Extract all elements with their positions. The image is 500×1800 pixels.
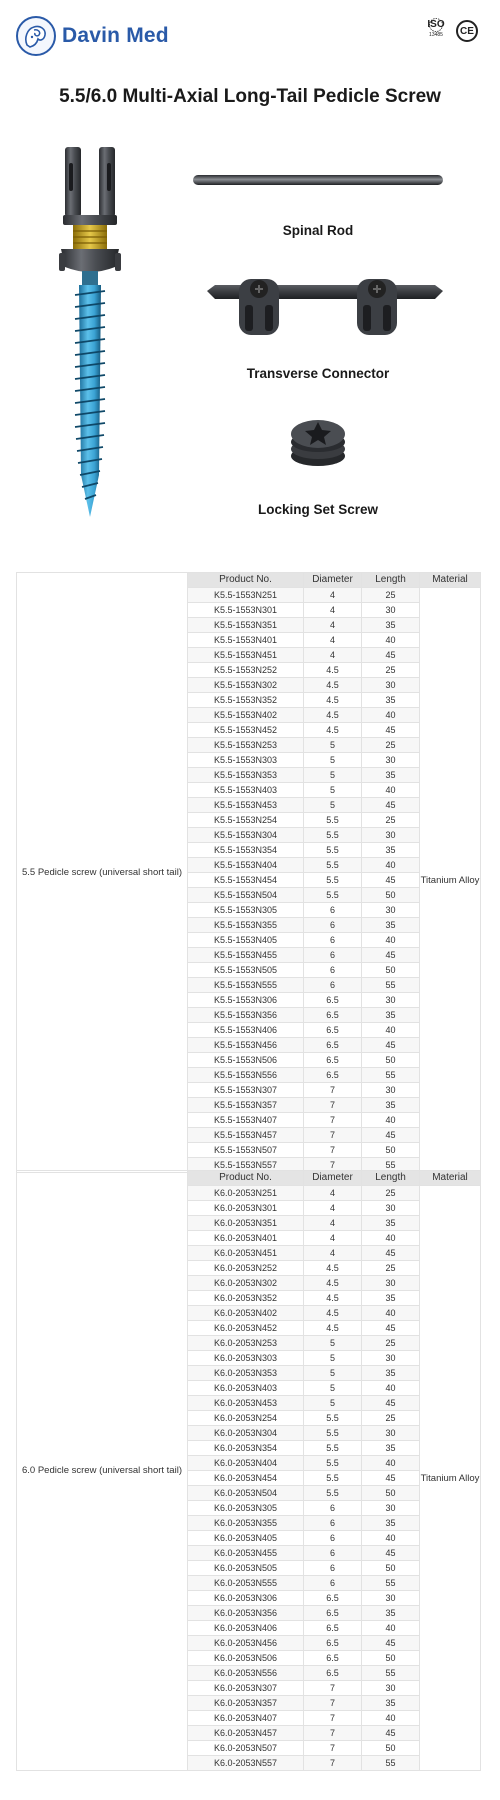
length-cell: 45 [362, 1321, 420, 1336]
ce-text: CE [460, 25, 474, 37]
length-cell: 45 [362, 1128, 420, 1143]
length-cell: 55 [362, 1158, 420, 1173]
locking-set-screw-caption: Locking Set Screw [257, 502, 379, 517]
product-no-cell: K5.5-1553N252 [188, 663, 304, 678]
length-cell: 25 [362, 588, 420, 603]
length-cell: 40 [362, 1381, 420, 1396]
product-no-cell: K6.0-2053N351 [188, 1216, 304, 1231]
length-cell: 35 [362, 918, 420, 933]
diameter-cell: 7 [304, 1158, 362, 1173]
product-no-cell: K6.0-2053N504 [188, 1486, 304, 1501]
product-no-cell: K5.5-1553N452 [188, 723, 304, 738]
length-cell: 30 [362, 678, 420, 693]
diameter-cell: 6 [304, 918, 362, 933]
diameter-cell: 7 [304, 1098, 362, 1113]
product-no-cell: K5.5-1553N406 [188, 1023, 304, 1038]
length-cell: 30 [362, 1351, 420, 1366]
material-header: Material [420, 1171, 481, 1186]
product-no-cell: K6.0-2053N451 [188, 1246, 304, 1261]
diameter-cell: 6 [304, 963, 362, 978]
product-no-cell: K5.5-1553N404 [188, 858, 304, 873]
length-cell: 40 [362, 1711, 420, 1726]
diameter-cell: 4.5 [304, 1261, 362, 1276]
product-no-cell: K5.5-1553N451 [188, 648, 304, 663]
diameter-cell: 6 [304, 1576, 362, 1591]
diameter-cell: 7 [304, 1756, 362, 1771]
diameter-cell: 5 [304, 1336, 362, 1351]
diameter-cell: 4.5 [304, 1306, 362, 1321]
diameter-cell: 5 [304, 1351, 362, 1366]
length-cell: 45 [362, 873, 420, 888]
diameter-cell: 6 [304, 1561, 362, 1576]
length-cell: 35 [362, 1008, 420, 1023]
product-no-cell: K6.0-2053N506 [188, 1651, 304, 1666]
length-cell: 25 [362, 1261, 420, 1276]
diameter-cell: 4 [304, 1216, 362, 1231]
product-no-cell: K5.5-1553N453 [188, 798, 304, 813]
diameter-cell: 5.5 [304, 1426, 362, 1441]
product-no-cell: K6.0-2053N505 [188, 1561, 304, 1576]
spinal-rod-image [193, 172, 443, 188]
product-no-cell: K6.0-2053N401 [188, 1231, 304, 1246]
product-no-cell: K6.0-2053N253 [188, 1336, 304, 1351]
diameter-cell: 5 [304, 738, 362, 753]
material-cell: Titanium Alloy [420, 1186, 481, 1771]
product-no-cell: K6.0-2053N251 [188, 1186, 304, 1201]
product-no-cell: K6.0-2053N403 [188, 1381, 304, 1396]
product-no-cell: K6.0-2053N254 [188, 1411, 304, 1426]
length-cell: 30 [362, 1426, 420, 1441]
table-header-row [17, 1171, 481, 1186]
length-cell: 45 [362, 798, 420, 813]
diameter-cell: 7 [304, 1741, 362, 1756]
product-no-cell: K6.0-2053N302 [188, 1276, 304, 1291]
diameter-cell: 4 [304, 1201, 362, 1216]
product-no-cell: K5.5-1553N353 [188, 768, 304, 783]
product-no-cell: K6.0-2053N456 [188, 1636, 304, 1651]
length-cell: 50 [362, 1053, 420, 1068]
ce-mark-icon [456, 20, 478, 42]
length-cell: 25 [362, 813, 420, 828]
product-no-cell: K5.5-1553N407 [188, 1113, 304, 1128]
product-no-cell: K5.5-1553N405 [188, 933, 304, 948]
diameter-cell: 7 [304, 1083, 362, 1098]
material-header: Material [420, 573, 481, 588]
diameter-cell: 4.5 [304, 663, 362, 678]
length-cell: 35 [362, 1516, 420, 1531]
product-no-cell: K5.5-1553N303 [188, 753, 304, 768]
diameter-cell: 6.5 [304, 1651, 362, 1666]
diameter-cell: 5.5 [304, 1471, 362, 1486]
diameter-cell: 6 [304, 1546, 362, 1561]
product-no-cell: K5.5-1553N505 [188, 963, 304, 978]
product-no-cell: K5.5-1553N557 [188, 1158, 304, 1173]
length-cell: 45 [362, 1396, 420, 1411]
diameter-cell: 5 [304, 798, 362, 813]
diameter-cell: 5.5 [304, 1411, 362, 1426]
diameter-cell: 7 [304, 1711, 362, 1726]
product-no-header: Product No. [188, 1171, 304, 1186]
length-header: Length [362, 1171, 420, 1186]
product-no-cell: K6.0-2053N402 [188, 1306, 304, 1321]
brand-name: Davin Med [62, 24, 169, 47]
diameter-cell: 4.5 [304, 1276, 362, 1291]
product-no-cell: K6.0-2053N353 [188, 1366, 304, 1381]
length-cell: 55 [362, 1756, 420, 1771]
length-cell: 40 [362, 1023, 420, 1038]
length-cell: 25 [362, 1186, 420, 1201]
spec-table-6-0 [16, 1170, 481, 1771]
product-no-cell: K6.0-2053N356 [188, 1606, 304, 1621]
diameter-cell: 5.5 [304, 1441, 362, 1456]
product-no-cell: K5.5-1553N507 [188, 1143, 304, 1158]
length-cell: 55 [362, 1576, 420, 1591]
diameter-cell: 5.5 [304, 828, 362, 843]
product-no-cell: K5.5-1553N504 [188, 888, 304, 903]
diameter-cell: 5.5 [304, 858, 362, 873]
diameter-cell: 4 [304, 618, 362, 633]
product-no-cell: K6.0-2053N555 [188, 1576, 304, 1591]
diameter-cell: 4 [304, 1246, 362, 1261]
diameter-cell: 6.5 [304, 1666, 362, 1681]
length-cell: 50 [362, 963, 420, 978]
group-label: 6.0 Pedicle screw (universal short tail) [17, 1171, 188, 1771]
diameter-cell: 6.5 [304, 1023, 362, 1038]
length-cell: 50 [362, 1741, 420, 1756]
product-no-cell: K6.0-2053N557 [188, 1756, 304, 1771]
product-no-cell: K6.0-2053N455 [188, 1546, 304, 1561]
diameter-cell: 6.5 [304, 1008, 362, 1023]
product-no-cell: K5.5-1553N403 [188, 783, 304, 798]
length-cell: 25 [362, 1411, 420, 1426]
diameter-cell: 6.5 [304, 1621, 362, 1636]
length-cell: 50 [362, 1561, 420, 1576]
diameter-cell: 5.5 [304, 873, 362, 888]
diameter-header: Diameter [304, 573, 362, 588]
diameter-cell: 4 [304, 648, 362, 663]
iso-certification-icon [424, 18, 448, 44]
product-no-cell: K6.0-2053N507 [188, 1741, 304, 1756]
product-no-cell: K6.0-2053N457 [188, 1726, 304, 1741]
length-cell: 30 [362, 1276, 420, 1291]
length-cell: 25 [362, 663, 420, 678]
group-label: 5.5 Pedicle screw (universal short tail) [17, 573, 188, 1173]
length-cell: 30 [362, 753, 420, 768]
length-cell: 40 [362, 783, 420, 798]
product-no-cell: K5.5-1553N357 [188, 1098, 304, 1113]
length-cell: 25 [362, 738, 420, 753]
diameter-cell: 4 [304, 603, 362, 618]
product-no-cell: K5.5-1553N402 [188, 708, 304, 723]
diameter-cell: 5 [304, 783, 362, 798]
diameter-cell: 4.5 [304, 723, 362, 738]
diameter-cell: 7 [304, 1143, 362, 1158]
spec-table-5-5 [16, 572, 481, 1173]
product-no-cell: K5.5-1553N351 [188, 618, 304, 633]
diameter-cell: 4.5 [304, 1291, 362, 1306]
product-no-cell: K5.5-1553N306 [188, 993, 304, 1008]
diameter-cell: 4 [304, 1231, 362, 1246]
diameter-cell: 4 [304, 1186, 362, 1201]
diameter-cell: 5.5 [304, 813, 362, 828]
diameter-cell: 5 [304, 1381, 362, 1396]
product-no-cell: K5.5-1553N355 [188, 918, 304, 933]
length-cell: 45 [362, 948, 420, 963]
length-cell: 35 [362, 618, 420, 633]
length-cell: 35 [362, 1098, 420, 1113]
pedicle-screw-image [55, 145, 145, 525]
product-no-cell: K6.0-2053N301 [188, 1201, 304, 1216]
product-no-cell: K6.0-2053N355 [188, 1516, 304, 1531]
diameter-cell: 6 [304, 933, 362, 948]
length-cell: 45 [362, 1038, 420, 1053]
diameter-cell: 6 [304, 978, 362, 993]
diameter-cell: 7 [304, 1726, 362, 1741]
diameter-cell: 6 [304, 1501, 362, 1516]
diameter-cell: 6.5 [304, 1636, 362, 1651]
length-cell: 40 [362, 1306, 420, 1321]
length-cell: 30 [362, 1681, 420, 1696]
length-cell: 35 [362, 1291, 420, 1306]
iso-number: 13485 [429, 32, 443, 38]
product-no-cell: K6.0-2053N556 [188, 1666, 304, 1681]
length-cell: 35 [362, 1606, 420, 1621]
length-cell: 40 [362, 708, 420, 723]
length-cell: 55 [362, 978, 420, 993]
product-no-cell: K6.0-2053N454 [188, 1471, 304, 1486]
product-no-cell: K6.0-2053N453 [188, 1396, 304, 1411]
length-cell: 30 [362, 1591, 420, 1606]
diameter-cell: 6.5 [304, 1053, 362, 1068]
length-cell: 35 [362, 693, 420, 708]
product-no-cell: K5.5-1553N301 [188, 603, 304, 618]
length-cell: 30 [362, 828, 420, 843]
length-cell: 35 [362, 843, 420, 858]
certification-marks [424, 18, 478, 44]
product-no-cell: K5.5-1553N253 [188, 738, 304, 753]
length-cell: 55 [362, 1666, 420, 1681]
product-no-cell: K5.5-1553N302 [188, 678, 304, 693]
length-cell: 40 [362, 1621, 420, 1636]
diameter-cell: 4.5 [304, 693, 362, 708]
length-cell: 45 [362, 1246, 420, 1261]
spinal-rod-caption: Spinal Rod [282, 223, 354, 238]
product-no-cell: K6.0-2053N307 [188, 1681, 304, 1696]
diameter-cell: 6.5 [304, 993, 362, 1008]
length-cell: 30 [362, 1083, 420, 1098]
diameter-cell: 6.5 [304, 1038, 362, 1053]
diameter-cell: 7 [304, 1696, 362, 1711]
diameter-cell: 6 [304, 1516, 362, 1531]
length-cell: 30 [362, 1201, 420, 1216]
product-no-cell: K5.5-1553N555 [188, 978, 304, 993]
product-no-cell: K5.5-1553N254 [188, 813, 304, 828]
length-cell: 40 [362, 1531, 420, 1546]
length-cell: 40 [362, 858, 420, 873]
diameter-cell: 5 [304, 753, 362, 768]
length-cell: 30 [362, 993, 420, 1008]
page-title: 5.5/6.0 Multi-Axial Long-Tail Pedicle Screw [59, 86, 441, 107]
diameter-cell: 7 [304, 1681, 362, 1696]
product-no-cell: K5.5-1553N304 [188, 828, 304, 843]
length-cell: 50 [362, 888, 420, 903]
diameter-cell: 6 [304, 903, 362, 918]
length-cell: 30 [362, 903, 420, 918]
length-cell: 40 [362, 633, 420, 648]
length-cell: 40 [362, 1231, 420, 1246]
transverse-connector-caption: Transverse Connector [246, 366, 390, 381]
length-cell: 35 [362, 1366, 420, 1381]
diameter-cell: 5.5 [304, 843, 362, 858]
locking-set-screw-image [288, 410, 348, 470]
length-cell: 45 [362, 648, 420, 663]
product-no-cell: K6.0-2053N406 [188, 1621, 304, 1636]
table-header-row [17, 573, 481, 588]
product-no-cell: K6.0-2053N407 [188, 1711, 304, 1726]
ram-head-logo-icon [16, 16, 56, 56]
diameter-cell: 6.5 [304, 1591, 362, 1606]
length-cell: 40 [362, 933, 420, 948]
length-cell: 35 [362, 768, 420, 783]
product-no-header: Product No. [188, 573, 304, 588]
diameter-cell: 6 [304, 1531, 362, 1546]
length-cell: 30 [362, 603, 420, 618]
diameter-cell: 6 [304, 948, 362, 963]
iso-text: ISO [427, 19, 445, 30]
diameter-header: Diameter [304, 1171, 362, 1186]
length-cell: 50 [362, 1651, 420, 1666]
length-cell: 55 [362, 1068, 420, 1083]
diameter-cell: 5.5 [304, 1456, 362, 1471]
length-header: Length [362, 573, 420, 588]
transverse-connector-image [205, 275, 445, 345]
product-no-cell: K6.0-2053N452 [188, 1321, 304, 1336]
product-no-cell: K5.5-1553N401 [188, 633, 304, 648]
diameter-cell: 5 [304, 768, 362, 783]
product-no-cell: K5.5-1553N305 [188, 903, 304, 918]
product-no-cell: K5.5-1553N455 [188, 948, 304, 963]
product-no-cell: K5.5-1553N354 [188, 843, 304, 858]
diameter-cell: 4 [304, 633, 362, 648]
material-cell: Titanium Alloy [420, 588, 481, 1173]
product-no-cell: K6.0-2053N404 [188, 1456, 304, 1471]
product-no-cell: K6.0-2053N303 [188, 1351, 304, 1366]
product-no-cell: K6.0-2053N405 [188, 1531, 304, 1546]
product-no-cell: K5.5-1553N456 [188, 1038, 304, 1053]
diameter-cell: 4.5 [304, 708, 362, 723]
product-no-cell: K6.0-2053N305 [188, 1501, 304, 1516]
product-no-cell: K6.0-2053N352 [188, 1291, 304, 1306]
product-no-cell: K5.5-1553N506 [188, 1053, 304, 1068]
length-cell: 45 [362, 1471, 420, 1486]
product-no-cell: K5.5-1553N352 [188, 693, 304, 708]
diameter-cell: 6.5 [304, 1068, 362, 1083]
length-cell: 25 [362, 1336, 420, 1351]
length-cell: 35 [362, 1216, 420, 1231]
product-no-cell: K6.0-2053N354 [188, 1441, 304, 1456]
length-cell: 40 [362, 1456, 420, 1471]
diameter-cell: 7 [304, 1128, 362, 1143]
length-cell: 50 [362, 1486, 420, 1501]
length-cell: 35 [362, 1696, 420, 1711]
product-no-cell: K5.5-1553N307 [188, 1083, 304, 1098]
length-cell: 35 [362, 1441, 420, 1456]
diameter-cell: 5 [304, 1396, 362, 1411]
product-no-cell: K6.0-2053N304 [188, 1426, 304, 1441]
product-no-cell: K5.5-1553N454 [188, 873, 304, 888]
length-cell: 45 [362, 1636, 420, 1651]
length-cell: 45 [362, 723, 420, 738]
product-no-cell: K5.5-1553N556 [188, 1068, 304, 1083]
diameter-cell: 5 [304, 1366, 362, 1381]
length-cell: 50 [362, 1143, 420, 1158]
diameter-cell: 7 [304, 1113, 362, 1128]
length-cell: 45 [362, 1546, 420, 1561]
diameter-cell: 5.5 [304, 1486, 362, 1501]
length-cell: 40 [362, 1113, 420, 1128]
product-no-cell: K5.5-1553N251 [188, 588, 304, 603]
diameter-cell: 4 [304, 588, 362, 603]
diameter-cell: 4.5 [304, 678, 362, 693]
brand-logo[interactable] [16, 16, 169, 56]
length-cell: 45 [362, 1726, 420, 1741]
length-cell: 30 [362, 1501, 420, 1516]
product-no-cell: K6.0-2053N306 [188, 1591, 304, 1606]
product-no-cell: K5.5-1553N457 [188, 1128, 304, 1143]
product-no-cell: K6.0-2053N252 [188, 1261, 304, 1276]
product-no-cell: K5.5-1553N356 [188, 1008, 304, 1023]
diameter-cell: 5.5 [304, 888, 362, 903]
diameter-cell: 6.5 [304, 1606, 362, 1621]
diameter-cell: 4.5 [304, 1321, 362, 1336]
product-no-cell: K6.0-2053N357 [188, 1696, 304, 1711]
